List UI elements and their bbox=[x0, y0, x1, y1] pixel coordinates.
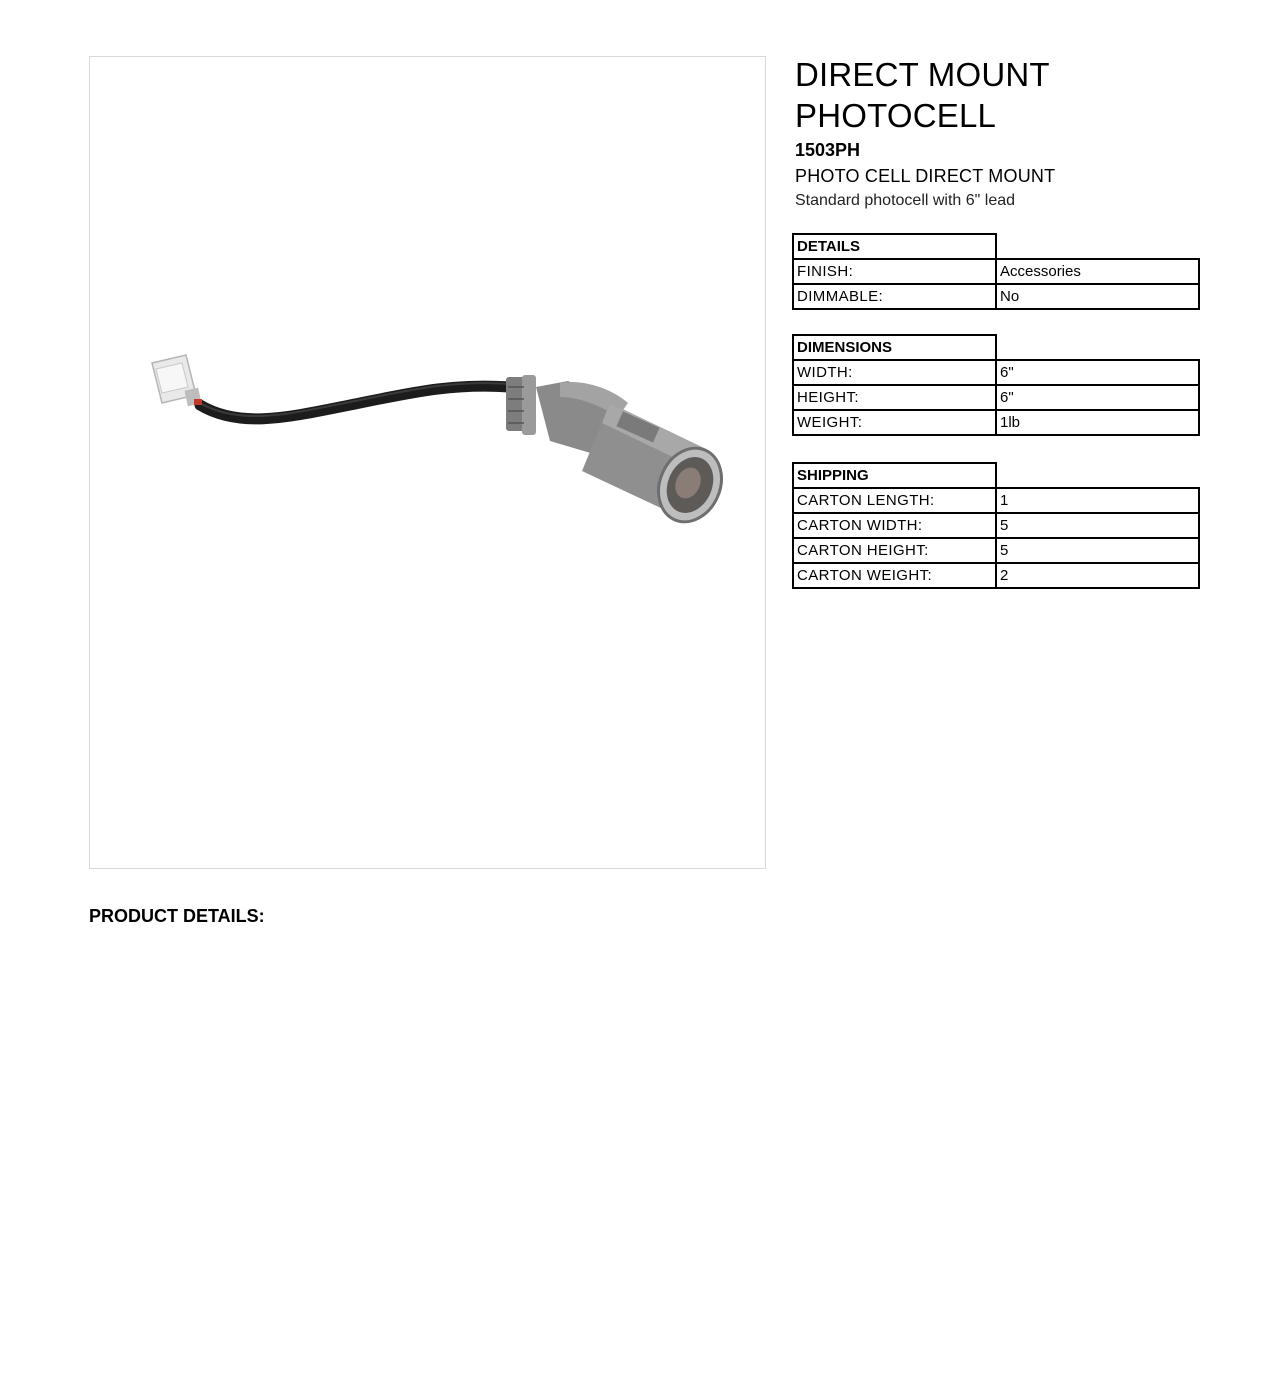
spec-label: CARTON WIDTH: bbox=[793, 513, 996, 538]
spec-value: Accessories bbox=[996, 259, 1199, 284]
spec-label: FINISH: bbox=[793, 259, 996, 284]
connector-plug bbox=[152, 355, 202, 406]
sensor-body bbox=[536, 381, 733, 532]
spec-value: 6" bbox=[996, 385, 1199, 410]
details-heading-row bbox=[793, 234, 1199, 259]
table-row bbox=[793, 284, 1199, 309]
shipping-table bbox=[792, 462, 1200, 589]
spec-value: 1lb bbox=[996, 410, 1199, 435]
shipping-heading: SHIPPING bbox=[793, 463, 996, 488]
spec-label: DIMMABLE: bbox=[793, 284, 996, 309]
product-description: Standard photocell with 6" lead bbox=[795, 192, 1016, 209]
spec-value: 5 bbox=[996, 513, 1199, 538]
dimensions-table bbox=[792, 334, 1200, 436]
spec-label: CARTON HEIGHT: bbox=[793, 538, 996, 563]
product-image-frame bbox=[89, 56, 766, 869]
table-row bbox=[793, 513, 1199, 538]
table-row bbox=[793, 385, 1199, 410]
threaded-mount bbox=[506, 375, 536, 435]
spec-label: HEIGHT: bbox=[793, 385, 996, 410]
table-row bbox=[793, 538, 1199, 563]
spec-value: 2 bbox=[996, 563, 1199, 588]
spec-value: 5 bbox=[996, 538, 1199, 563]
details-table bbox=[792, 233, 1200, 310]
table-row bbox=[793, 488, 1199, 513]
product-details-heading: PRODUCT DETAILS: bbox=[89, 906, 265, 926]
shipping-heading-row bbox=[793, 463, 1199, 488]
product-title bbox=[795, 54, 1050, 136]
product-title-line1: DIRECT MOUNT bbox=[795, 56, 1050, 93]
table-row bbox=[793, 563, 1199, 588]
table-row bbox=[793, 360, 1199, 385]
product-title-line2: PHOTOCELL bbox=[795, 97, 997, 134]
details-heading: DETAILS bbox=[793, 234, 996, 259]
spec-label: CARTON WEIGHT: bbox=[793, 563, 996, 588]
spec-label: WIDTH: bbox=[793, 360, 996, 385]
spec-label: WEIGHT: bbox=[793, 410, 996, 435]
table-row bbox=[793, 410, 1199, 435]
spec-value: 6" bbox=[996, 360, 1199, 385]
product-photo bbox=[90, 57, 765, 868]
dimensions-heading: DIMENSIONS bbox=[793, 335, 996, 360]
dimensions-heading-row bbox=[793, 335, 1199, 360]
spec-value: No bbox=[996, 284, 1199, 309]
spec-label: CARTON LENGTH: bbox=[793, 488, 996, 513]
table-row bbox=[793, 259, 1199, 284]
product-sku: 1503PH bbox=[795, 140, 861, 160]
product-subtitle: PHOTO CELL DIRECT MOUNT bbox=[795, 166, 1056, 186]
spec-value: 1 bbox=[996, 488, 1199, 513]
